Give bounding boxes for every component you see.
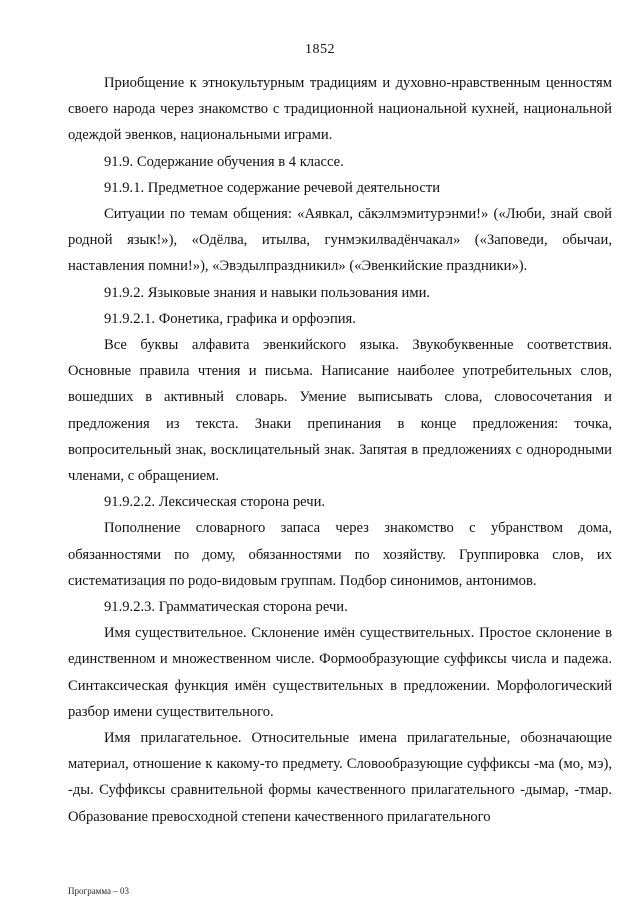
paragraph-phonetics: Все буквы алфавита эвенкийского языка. Звукобуквенные соответствия. Основные правила чтения и письма. Написание наиболее употребительных слов, вошедших в активный словарь. Умение выписывать слова, словосочетания и предложения из текста. Знаки препинания в конце предложения: точка, вопросительный знак, восклицательный знак. Запятая в предложениях с однородными членами, с обращением. [68, 337, 612, 485]
heading-91-9-2-2: 91.9.2.2. Лексическая сторона речи. [104, 494, 326, 511]
paragraph-intro: Приобщение к этнокультурным традициям и духовно-нравственным ценностям своего народа через знакомство с традиционной национальной кухней, национальной одеждой эвенков, национальными играми. [68, 75, 612, 144]
heading-91-9-2-3: 91.9.2.3. Грамматическая сторона речи. [104, 599, 348, 616]
page-number: 1852 [305, 42, 335, 57]
document-body [68, 70, 612, 830]
paragraph-noun: Имя существительное. Склонение имён существительных. Простое склонение в единственном и множественном числе. Формообразующие суффиксы числа и падежа. Синтаксическая функция имён существительных в предложении. Морфологический разбор имени существительного. [68, 625, 612, 720]
heading-91-9-2: 91.9.2. Языковые знания и навыки пользования ими. [104, 284, 431, 301]
heading-91-9: 91.9. Содержание обучения в 4 классе. [104, 153, 344, 170]
paragraph-lexicon: Пополнение словарного запаса через знакомство с убранством дома, обязанностями по дому, обязанностями по хозяйству. Группировка слов, их систематизация по родо-видовым группам. Подбор синонимов, антонимов. [68, 520, 612, 589]
footer-program-label: Программа – 03 [68, 886, 130, 896]
heading-91-9-1: 91.9.1. Предметное содержание речевой деятельности [104, 179, 441, 196]
paragraph-topics: Ситуации по темам общения: «Аявкал, сăкэлмэмитурэнми!» («Люби, знай свой родной язык!»), «Одёлва, итылва, гунмэкилвадёнчакал» («Заповеди, обычаи, наставления помни!»), «Эвэдылпраздникил» («Эвенкийские праздники»). [68, 206, 612, 275]
paragraph-adjective: Имя прилагательное. Относительные имена прилагательные, обозначающие материал, отношение к какому-то предмету. Словообразующие суффиксы -ма (мо, мэ), -ды. Суффиксы сравнительной формы качественного прилагательного -дымар, -тмар. Образование превосходной степени качественного прилагательного [68, 730, 612, 825]
heading-91-9-2-1: 91.9.2.1. Фонетика, графика и орфоэпия. [104, 310, 356, 327]
